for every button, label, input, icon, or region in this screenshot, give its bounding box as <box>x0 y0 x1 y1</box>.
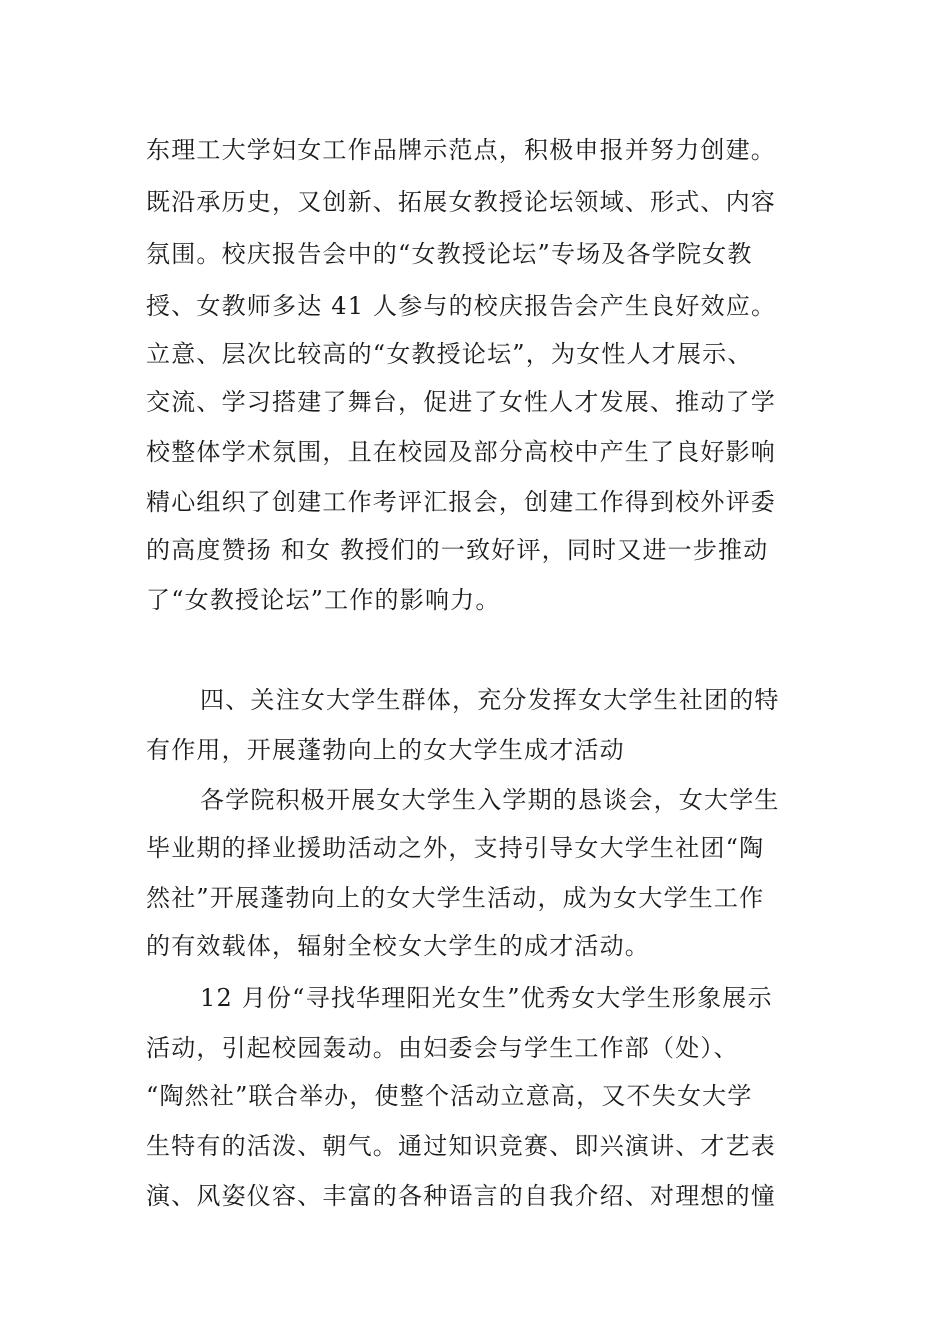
text-line: 氛围。校庆报告会中的“女教授论坛”专场及各学院女教 <box>146 240 753 268</box>
text-line: 毕业期的择业援助活动之外，支持引导女大学生社团“陶 <box>146 834 765 862</box>
text-line: 校整体学术氛围，且在校园及部分高校中产生了良好影响 <box>146 438 776 466</box>
text-line: 的高度赞扬 和女 教授们的一致好评，同时又进一步推动 <box>146 536 769 564</box>
text-line: 了“女教授论坛”工作的影响力。 <box>146 586 501 614</box>
text-line: 各学院积极开展女大学生入学期的恳谈会，女大学生 <box>200 786 780 814</box>
text-line: 精心组织了创建工作考评汇报会，创建工作得到校外评委 <box>146 488 776 516</box>
text-line: 东理工大学妇女工作品牌示范点，积极申报并努力创建。 <box>146 136 776 164</box>
text-line: 立意、层次比较高的“女教授论坛”，为女性人才展示、 <box>146 340 753 368</box>
section-heading-line: 四、关注女大学生群体，充分发挥女大学生社团的特 <box>200 686 780 714</box>
text-line: 授、女教师多达 41 人参与的校庆报告会产生良好效应。 <box>146 292 777 320</box>
text-line: 既沿承历史，又创新、拓展女教授论坛领域、形式、内容 <box>146 188 776 216</box>
text-line: 活动，引起校园轰动。由妇委会与学生工作部（处）、 <box>146 1034 739 1062</box>
text-line: “陶然社”联合举办，使整个活动立意高，又不失女大学 <box>146 1082 753 1110</box>
section-heading-line: 有作用，开展蓬勃向上的女大学生成才活动 <box>146 736 625 764</box>
text-line: 12 月份“寻找华理阳光女生”优秀女大学生形象展示 <box>200 984 773 1012</box>
text-line: 的有效载体，辐射全校女大学生的成才活动。 <box>146 932 650 960</box>
text-line: 生特有的活泼、朝气。通过知识竞赛、即兴演讲、才艺表 <box>146 1132 776 1160</box>
text-line: 演、风姿仪容、丰富的各种语言的自我介绍、对理想的憧 <box>146 1182 776 1210</box>
text-line: 交流、学习搭建了舞台，促进了女性人才发展、推动了学 <box>146 388 776 416</box>
text-line: 然社”开展蓬勃向上的女大学生活动，成为女大学生工作 <box>146 884 765 912</box>
